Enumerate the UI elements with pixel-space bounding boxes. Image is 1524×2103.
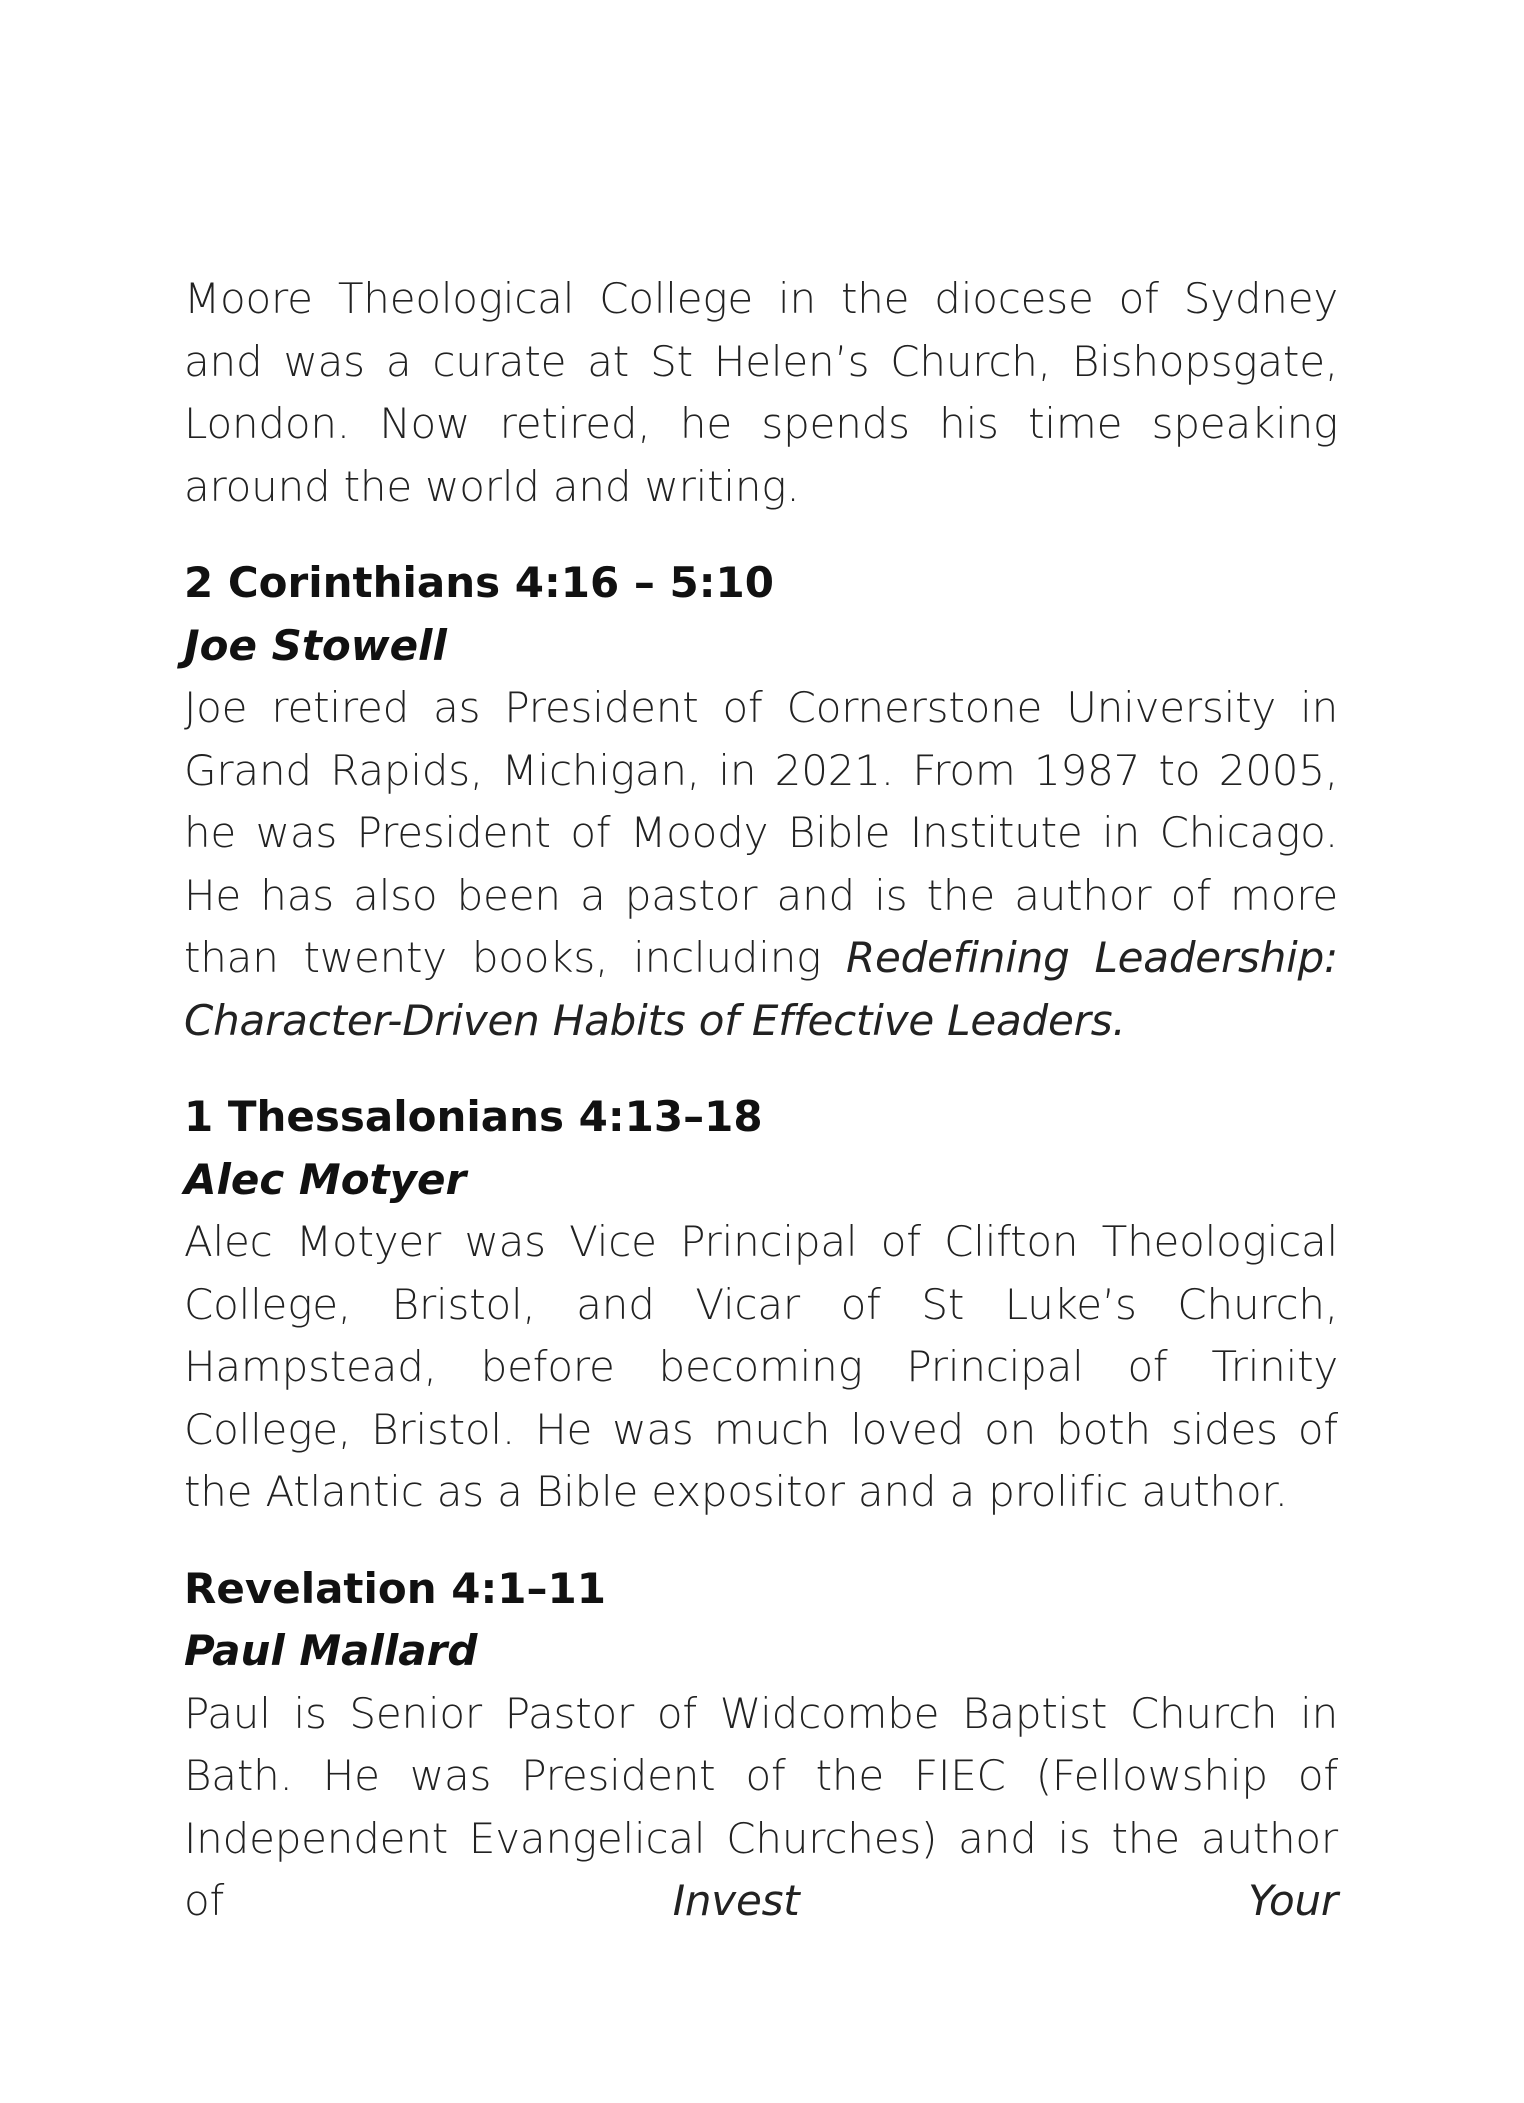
bio-text: Paul is Senior Pastor of Widcombe Baptist Church in Bath. He was President of the FIEC (Fellowship of Independent Evangelical Churches) and is the author of <box>184 1688 1338 1925</box>
section-revelation <box>184 1558 1338 1933</box>
speaker-bio: Alec Motyer was Vice Principal of Clifton Theological College, Bristol, and Vicar of St Luke’s Church, Hampstead, before becoming Principal of Trinity College, Bristol. He was much loved on both sides of the Atlantic as a Bible expositor and a prolific author. <box>184 1217 1338 1516</box>
section-2-corinthians <box>184 552 1338 1052</box>
scripture-reference: 2 Corinthians 4:16 – 5:10 <box>184 558 774 607</box>
speaker-bio <box>184 677 1338 1052</box>
scripture-reference: Revelation 4:1–11 <box>184 1563 606 1613</box>
speaker-name: Joe Stowell <box>184 620 447 670</box>
speaker-bio <box>184 1683 1338 1933</box>
section-1-thessalonians <box>184 1086 1338 1524</box>
speaker-name: Paul Mallard <box>184 1626 478 1675</box>
intro-paragraph: Moore Theological College in the diocese of Sydney and was a curate at St Helen’s Church, Bishopsgate, London. Now retired, he spends his time speaking around the world and writing. <box>184 274 1338 511</box>
book-title: Redefining Leadership: Character-Driven Habits of Effective Leaders. <box>184 933 1338 1045</box>
speaker-name: Alec Motyer <box>184 1154 467 1204</box>
scripture-reference: 1 Thessalonians 4:13–18 <box>184 1092 763 1141</box>
book-title: Invest Your <box>672 1876 1338 1925</box>
bio-text: Joe retired as President of Cornerstone University in Grand Rapids, Michigan, in 2021. From 1987 to 2005, he was President of Moody Bible Institute in Chicago. He has also been a pastor and is the author of more than twenty books, including <box>184 683 1338 982</box>
page-content <box>184 268 1338 1933</box>
